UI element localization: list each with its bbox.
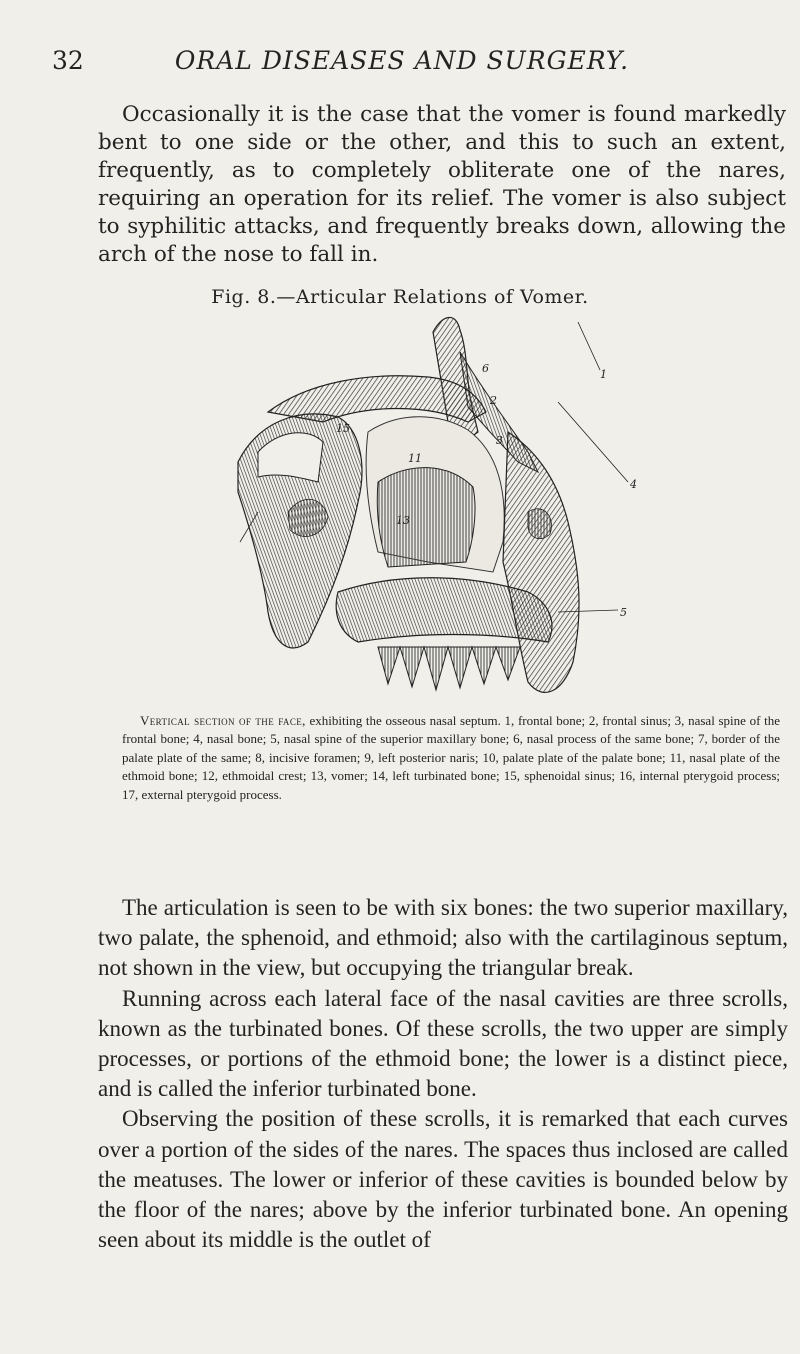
page-header <box>52 46 752 86</box>
caption-body: exhibiting the osseous nasal septum. 1, frontal bone; 2, frontal sinus; 3, nasal spine of the frontal bone; 4, nasal bone; 5, nasal spine of the superior maxillary bone; 6, nasal process of the same bone; 7, border of the palate plate of the same; 8, incisive foramen; 9, left posterior naris; 10, palate plate of the palate bone; 11, nasal plate of the ethmoid bone; 12, ethmoidal crest; 13, vomer; 14, left turbinated bone; 15, sphenoidal sinus; 16, internal pterygoid process; 17, external pterygoid process. <box>122 713 781 802</box>
body-text <box>98 893 788 1255</box>
figure-label-13: 13 <box>396 514 410 527</box>
caption-lead: Vertical section of the face, <box>140 713 306 728</box>
figure-label-11: 11 <box>408 452 422 465</box>
paragraph-turbinated: Running across each lateral face of the nasal cavities are three scrolls, known as the turbinated bones. Of these scrolls, the two upper are simply processes, or portions of the ethmoid bone; the lower is a distinct piece, and is called the inferior turbinated bone. <box>98 985 788 1102</box>
figure-label-15: 15 <box>336 422 350 435</box>
vomer-section-illustration <box>228 312 668 707</box>
figure-label-2: 2 <box>490 394 497 407</box>
figure-label-3: 3 <box>496 434 503 447</box>
figure-label-4: 4 <box>630 478 637 491</box>
figure-label-1: 1 <box>600 368 607 381</box>
page-number: 32 <box>52 46 84 75</box>
paragraph-vomer-bent: Occasionally it is the case that the vomer is found markedly bent to one side or the other, and this to such an extent, frequently, as to completely obliterate one of the nares, requiring an operation for its relief. The vomer is also subject to syphilitic attacks, and frequently breaks down, allowing the arch of the nose to fall in. <box>98 102 786 267</box>
paragraph-meatuses: Observing the position of these scrolls, it is remarked that each curves over a portion of the sides of the nares. The spaces thus inclosed are called the meatuses. The lower or inferior of these cavities is bounded below by the floor of the nares; above by the inferior turbinated bone. An opening seen about its middle is the outlet of <box>98 1106 788 1253</box>
paragraph-articulation: The articulation is seen to be with six bones: the two superior maxillary, two palate, the sphenoid, and ethmoid; also with the cartilaginous septum, not shown in the view, but occupying the triangular break. <box>98 895 788 981</box>
figure-label-6: 6 <box>482 362 489 375</box>
figure-title: Fig. 8.—Articular Relations of Vomer. <box>211 286 589 308</box>
figure-label-5: 5 <box>620 606 627 619</box>
running-title: ORAL DISEASES AND SURGERY. <box>174 46 630 75</box>
figure-caption <box>122 712 780 804</box>
